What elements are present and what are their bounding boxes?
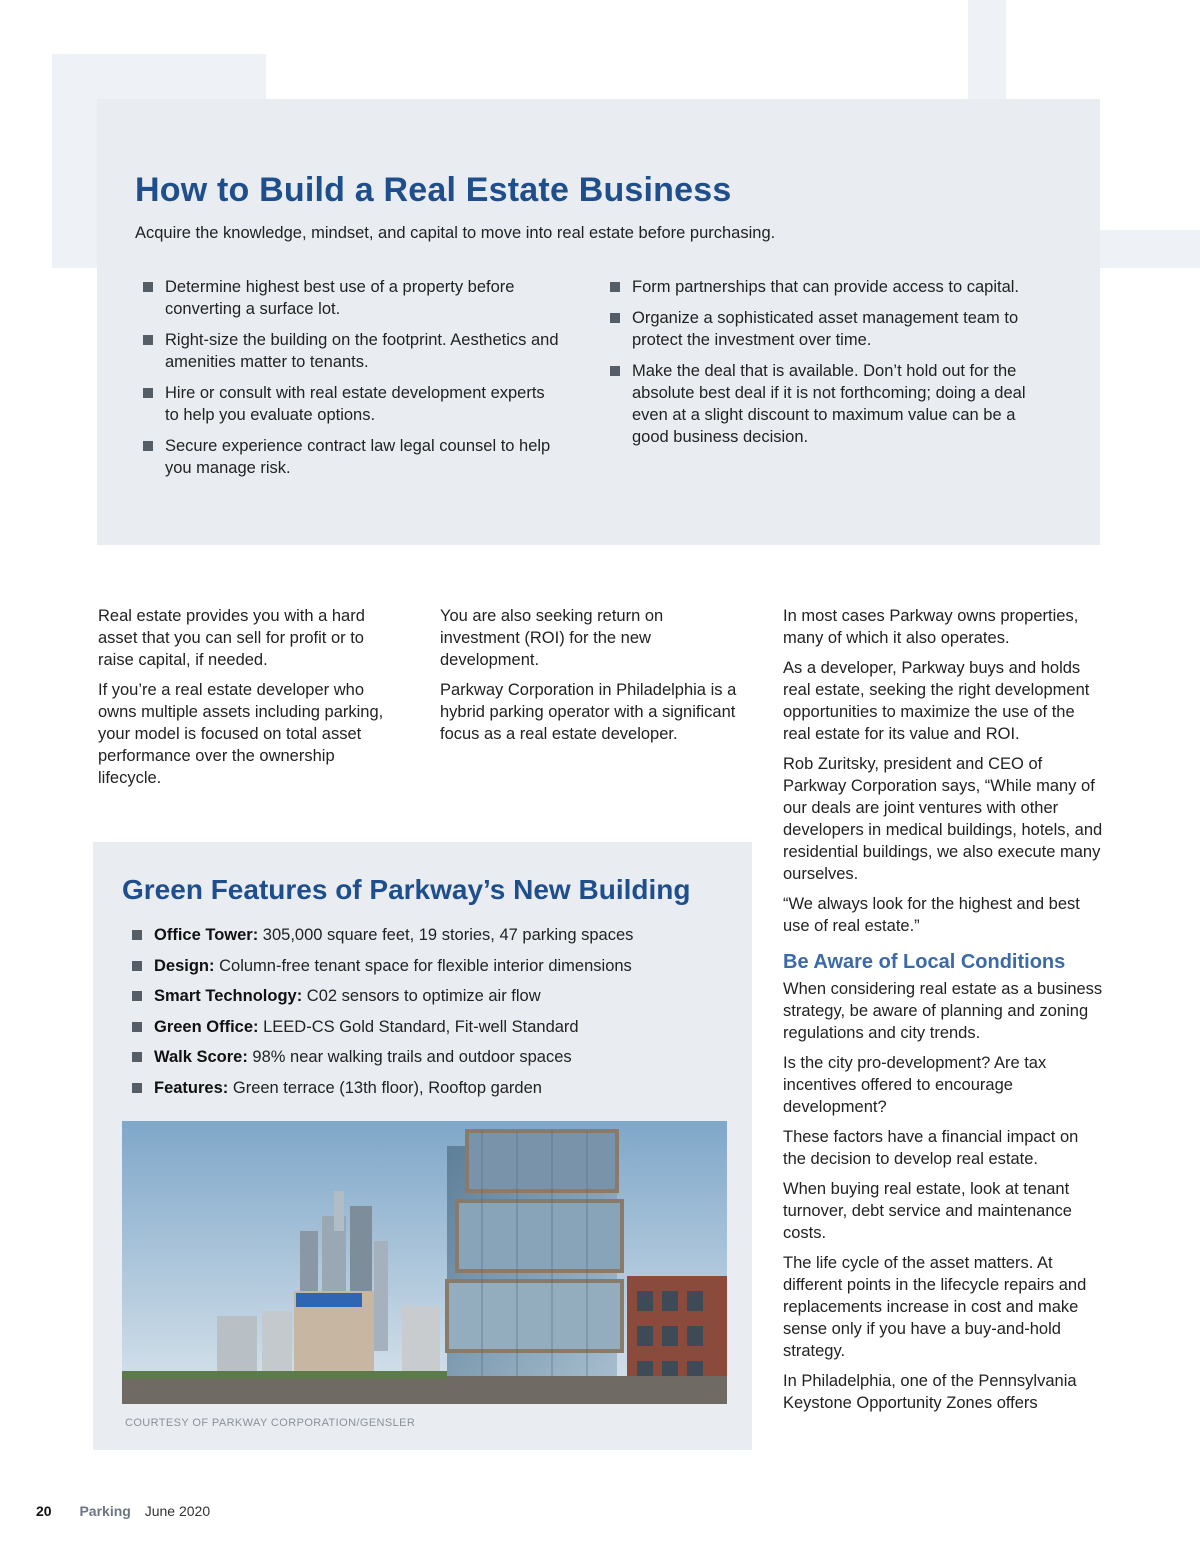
square-bullet-icon	[132, 991, 142, 1001]
paragraph: Real estate provides you with a hard asset that you can sell for profit or to raise capital, if needed.	[98, 607, 365, 669]
paragraph: Parkway Corporation in Philadelphia is a hybrid parking operator with a significant focus as a real estate developer.	[440, 681, 737, 743]
square-bullet-icon	[143, 388, 153, 398]
paragraph: Rob Zuritsky, president and CEO of Parkway Corporation says, “While many of our deals are joint ventures with other developers in medical buildings, hotels, and residential buildings, we also execute many ourselves.	[783, 755, 1103, 883]
square-bullet-icon	[143, 441, 153, 451]
bullet-item: Make the deal that is available. Don’t hold out for the absolute best deal if it is not forthcoming; doing a deal even at a slight discount to maximum value can be a good business decision.	[610, 360, 1030, 448]
subheading: Be Aware of Local Conditions	[783, 951, 1066, 973]
paragraph: When considering real estate as a business strategy, be aware of planning and zoning regulations and city trends.	[783, 980, 1103, 1042]
bullet-item: Form partnerships that can provide access to capital.	[610, 276, 1030, 298]
feature-item: Smart Technology: C02 sensors to optimize air flow	[132, 985, 732, 1007]
paragraph: Is the city pro-development? Are tax incentives offered to encourage development?	[783, 1054, 1047, 1116]
square-bullet-icon	[610, 282, 620, 292]
bullet-item: Organize a sophisticated asset management team to protect the investment over time.	[610, 307, 1030, 351]
green-features-title: Green Features of Parkway’s New Building	[122, 874, 691, 905]
feature-item: Walk Score: 98% near walking trails and outdoor spaces	[132, 1046, 732, 1068]
feature-item: Design: Column-free tenant space for flexible interior dimensions	[132, 955, 732, 977]
bullet-item: Hire or consult with real estate development experts to help you evaluate options.	[143, 382, 563, 426]
square-bullet-icon	[132, 1052, 142, 1062]
green-features-list	[132, 924, 732, 1107]
body-column-3	[783, 605, 1103, 1422]
square-bullet-icon	[143, 282, 153, 292]
issue-date: June 2020	[144, 1503, 211, 1519]
paragraph: In Philadelphia, one of the Pennsylvania Keystone Opportunity Zones offers	[783, 1372, 1077, 1412]
paragraph: When buying real estate, look at tenant turnover, debt service and maintenance costs.	[783, 1180, 1072, 1242]
decorative-frame-right-vertical	[968, 0, 1006, 100]
body-column-2	[440, 605, 740, 753]
image-caption: COURTESY OF PARKWAY CORPORATION/GENSLER	[125, 1417, 416, 1429]
paragraph: The life cycle of the asset matters. At different points in the lifecycle repairs and replacements increase in cost and make sense only if you have a buy-and-hold strategy.	[783, 1254, 1087, 1360]
square-bullet-icon	[610, 313, 620, 323]
square-bullet-icon	[132, 961, 142, 971]
square-bullet-icon	[132, 1022, 142, 1032]
feature-item: Features: Green terrace (13th floor), Rooftop garden	[132, 1077, 732, 1099]
paragraph: In most cases Parkway owns properties, many of which it also operates.	[783, 607, 1079, 647]
decorative-frame-right-horizontal	[1100, 230, 1200, 268]
square-bullet-icon	[143, 335, 153, 345]
bullet-item: Determine highest best use of a property before converting a surface lot.	[143, 276, 563, 320]
bullet-list-left	[143, 276, 563, 488]
building-rendering-image	[122, 1121, 727, 1404]
page-number: 20	[36, 1503, 52, 1519]
bullet-item: Secure experience contract law legal counsel to help you manage risk.	[143, 435, 563, 479]
paragraph: If you’re a real estate developer who owns multiple assets including parking, your model is focused on total asset performance over the ownership lifecycle.	[98, 681, 384, 787]
square-bullet-icon	[132, 930, 142, 940]
feature-item: Green Office: LEED-CS Gold Standard, Fit-well Standard	[132, 1016, 732, 1038]
page-footer	[36, 1503, 210, 1519]
paragraph: As a developer, Parkway buys and holds real estate, seeking the right development opportunities to maximize the use of the real estate for its value and ROI.	[783, 659, 1090, 743]
magazine-name: Parking	[79, 1503, 131, 1519]
section-subtitle: Acquire the knowledge, mindset, and capital to move into real estate before purchasing.	[135, 224, 776, 242]
feature-item: Office Tower: 305,000 square feet, 19 stories, 47 parking spaces	[132, 924, 732, 946]
bullet-item: Right-size the building on the footprint. Aesthetics and amenities matter to tenants.	[143, 329, 563, 373]
how-to-build-box	[97, 99, 1100, 545]
paragraph: “We always look for the highest and best use of real estate.”	[783, 895, 1080, 935]
square-bullet-icon	[132, 1083, 142, 1093]
green-features-box	[93, 842, 752, 1450]
square-bullet-icon	[610, 366, 620, 376]
bullet-list-right	[610, 276, 1030, 457]
paragraph: These factors have a financial impact on the decision to develop real estate.	[783, 1128, 1079, 1168]
body-column-1	[98, 605, 398, 797]
section-title: How to Build a Real Estate Business	[135, 171, 732, 209]
paragraph: You are also seeking return on investment (ROI) for the new development.	[440, 607, 664, 669]
